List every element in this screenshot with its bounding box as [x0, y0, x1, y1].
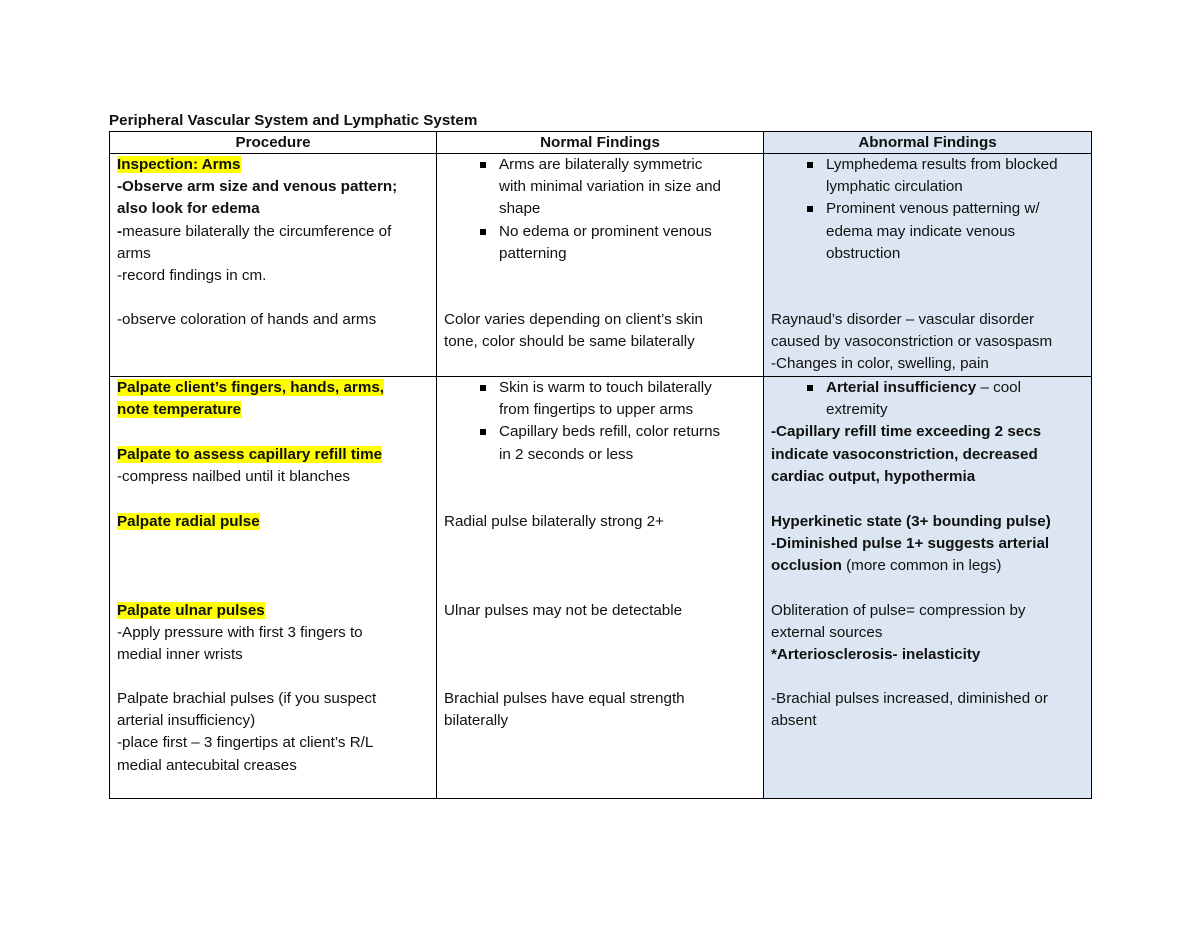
header-procedure: Procedure: [110, 132, 437, 154]
document-title: Peripheral Vascular System and Lymphatic System: [109, 112, 478, 129]
normal-findings-cell: [437, 154, 764, 377]
normal-findings-cell: [437, 377, 764, 799]
finding-text: Obliteration of pulse= compression by: [771, 602, 1026, 619]
procedure-text: -place first – 3 fingertips at client’s R/L: [117, 734, 374, 752]
abnormal-findings-cell: [764, 377, 1092, 799]
finding-text: Color varies depending on client’s skin: [444, 311, 703, 328]
procedure-text: Palpate brachial pulses (if you suspect: [117, 690, 377, 707]
finding-text: external sources: [771, 624, 883, 642]
finding-text: bilaterally: [444, 712, 509, 730]
finding-text: with minimal variation in size and: [499, 178, 721, 196]
finding-text: No edema or prominent venous: [499, 222, 712, 240]
procedure-text: -compress nailbed until it blanches: [117, 468, 350, 486]
finding-text: edema may indicate venous: [826, 222, 1016, 240]
finding-text: Prominent venous patterning w/: [826, 200, 1040, 218]
procedure-heading: Palpate client’s fingers, hands, arms,: [117, 379, 384, 396]
finding-text: patterning: [499, 244, 567, 262]
finding-text: Hyperkinetic state (3+ bounding pulse): [771, 513, 1051, 530]
finding-text: – cool: [976, 379, 1021, 396]
procedure-heading: Palpate ulnar pulses: [117, 602, 265, 619]
finding-text: Skin is warm to touch bilaterally: [499, 379, 712, 396]
finding-text: Arterial insufficiency: [826, 379, 977, 396]
list-item: [444, 154, 757, 221]
procedure-cell: [110, 377, 437, 799]
procedure-text: -: [117, 222, 123, 240]
finding-text: Brachial pulses have equal strength: [444, 690, 685, 707]
abnormal-findings-cell: [764, 154, 1092, 377]
finding-text: cardiac output, hypothermia: [771, 467, 976, 485]
list-item: [771, 377, 1085, 421]
procedure-heading: Palpate radial pulse: [117, 513, 260, 530]
finding-text: absent: [771, 712, 817, 730]
finding-text: tone, color should be same bilaterally: [444, 333, 695, 351]
procedure-cell: [110, 154, 437, 377]
findings-table: [109, 131, 1092, 799]
finding-text: obstruction: [826, 244, 901, 262]
finding-text: shape: [499, 200, 541, 218]
procedure-text: -observe coloration of hands and arms: [117, 311, 377, 328]
finding-text: -Diminished pulse 1+ suggests arterial: [771, 535, 1050, 553]
finding-text: Ulnar pulses may not be detectable: [444, 602, 683, 619]
procedure-text: arterial insufficiency): [117, 712, 256, 730]
finding-text: Lymphedema results from blocked: [826, 156, 1058, 173]
table-row-arms-inspection: [110, 154, 1092, 377]
finding-text: -Changes in color, swelling, pain: [771, 355, 989, 373]
header-abnormal-findings: Abnormal Findings: [764, 132, 1092, 154]
procedure-text: measure bilaterally the circumference of: [122, 222, 392, 240]
list-item: [444, 421, 757, 465]
finding-text: Arms are bilaterally symmetric: [499, 156, 703, 173]
procedure-heading: note temperature: [117, 401, 242, 419]
procedure-text: medial antecubital creases: [117, 756, 297, 774]
finding-text: indicate vasoconstriction, decreased: [771, 445, 1038, 463]
finding-text: occlusion: [771, 557, 842, 575]
finding-text: caused by vasoconstriction or vasospasm: [771, 333, 1053, 351]
procedure-text: medial inner wrists: [117, 646, 243, 664]
list-item: [771, 198, 1085, 265]
procedure-text: also look for edema: [117, 200, 260, 218]
finding-text: from fingertips to upper arms: [499, 401, 694, 419]
finding-text: -Brachial pulses increased, diminished or: [771, 690, 1048, 707]
finding-text: extremity: [826, 401, 888, 419]
header-normal-findings: Normal Findings: [437, 132, 764, 154]
finding-text: (more common in legs): [841, 557, 1002, 575]
finding-text: Radial pulse bilaterally strong 2+: [444, 513, 664, 530]
procedure-text: -Apply pressure with first 3 fingers to: [117, 624, 363, 642]
procedure-text: -Observe arm size and venous pattern;: [117, 178, 398, 196]
finding-text: in 2 seconds or less: [499, 445, 634, 463]
procedure-heading: Inspection: Arms: [117, 156, 241, 173]
procedure-heading: Palpate to assess capillary refill time: [117, 446, 383, 463]
procedure-text: arms: [117, 244, 151, 262]
finding-text: -Capillary refill time exceeding 2 secs: [771, 423, 1042, 441]
finding-text: lymphatic circulation: [826, 178, 963, 196]
finding-text: *Arteriosclerosis- inelasticity: [771, 646, 981, 664]
list-item: [771, 154, 1085, 198]
list-item: [444, 221, 757, 265]
finding-text: Raynaud’s disorder – vascular disorder: [771, 311, 1035, 328]
table-row-palpation: [110, 377, 1092, 799]
procedure-text: -record findings in cm.: [117, 267, 267, 285]
list-item: [444, 377, 757, 421]
header-row: [110, 132, 1092, 154]
finding-text: Capillary beds refill, color returns: [499, 423, 721, 441]
